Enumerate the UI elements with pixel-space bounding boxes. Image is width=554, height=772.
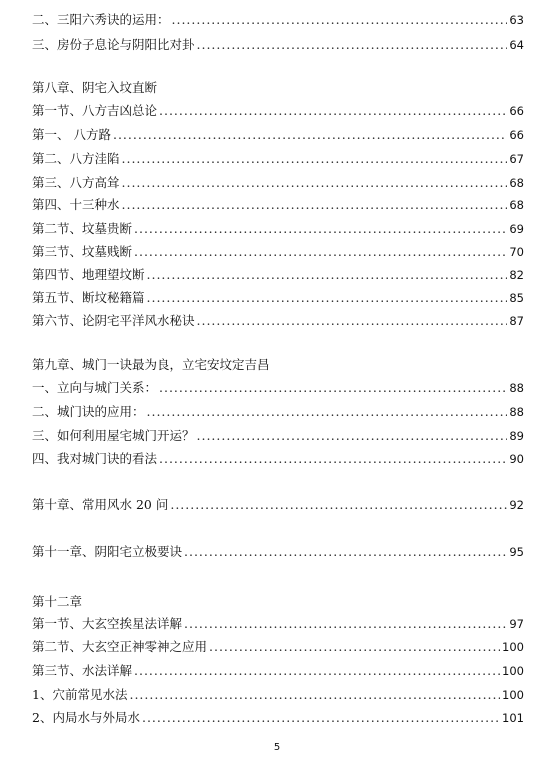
toc-entry-title: 三、房份子息论与阴阳比对卦	[32, 37, 195, 52]
toc-entry	[32, 497, 524, 513]
toc-entry	[32, 451, 524, 467]
dot-leader	[113, 127, 507, 143]
toc-entry	[32, 103, 524, 119]
toc-entry-page: 66	[509, 128, 524, 142]
toc-entry-title: 2、内局水与外局水	[32, 710, 140, 725]
toc-entry-page: 66	[509, 104, 524, 118]
toc-entry-page: 101	[502, 711, 524, 725]
toc-entry	[32, 267, 524, 283]
toc-entry	[32, 197, 524, 213]
toc-entry	[32, 687, 524, 703]
chapter-heading: 第八章、阴宅入坟直断	[32, 80, 158, 95]
toc-entry	[32, 544, 524, 560]
dot-leader	[197, 428, 508, 444]
toc-entry-page: 69	[509, 222, 524, 236]
toc-entry-page: 68	[509, 176, 524, 190]
toc-entry	[32, 428, 524, 444]
toc-entry-page: 82	[509, 268, 524, 282]
toc-entry	[32, 290, 524, 306]
toc-entry-page: 95	[509, 545, 524, 559]
toc-entry-title: 二、城门诀的应用：	[32, 404, 145, 419]
toc-entry-title: 第四、十三种水	[32, 197, 120, 212]
toc-entry-title: 二、三阳六秀诀的运用：	[32, 12, 170, 27]
toc-entry-title: 第三节、坟墓贱断	[32, 244, 133, 259]
toc-entry-page: 67	[509, 152, 524, 166]
toc-entry-title: 第十一章、阴阳宅立极要诀	[32, 544, 183, 559]
dot-leader	[209, 639, 500, 655]
dot-leader	[197, 37, 508, 53]
toc-entry	[32, 404, 524, 420]
toc-entry-page: 85	[509, 291, 524, 305]
dot-leader	[134, 244, 507, 260]
dot-leader	[134, 221, 507, 237]
toc-entry	[32, 639, 524, 655]
toc-entry	[32, 313, 524, 329]
dot-leader	[142, 710, 500, 726]
dot-leader	[172, 12, 508, 28]
toc-entry-page: 89	[509, 429, 524, 443]
dot-leader	[184, 616, 507, 632]
toc-entry-title: 第四节、地理望坟断	[32, 267, 145, 282]
chapter-heading: 第九章、城门一诀最为良，立宅安坟定吉昌	[32, 357, 270, 372]
dot-leader	[184, 544, 507, 560]
toc-entry	[32, 12, 524, 28]
toc-entry-page: 97	[509, 617, 524, 631]
page-number: 5	[273, 742, 281, 753]
toc-entry-title: 四、我对城门诀的看法	[32, 451, 158, 466]
toc-entry-title: 第一、 八方路	[32, 127, 111, 142]
dot-leader	[122, 197, 508, 213]
dot-leader	[122, 151, 508, 167]
dot-leader	[134, 663, 500, 679]
toc-entry-title: 第三节、水法详解	[32, 663, 133, 678]
chapter-heading: 第十二章	[32, 594, 83, 609]
toc-entry	[32, 380, 524, 396]
toc-entry	[32, 221, 524, 237]
toc-entry-page: 100	[502, 664, 524, 678]
toc-entry-title: 一、立向与城门关系：	[32, 380, 158, 395]
toc-entry-page: 88	[509, 405, 524, 419]
toc-entry-title: 第二、八方洼陷	[32, 151, 120, 166]
toc-entry-page: 88	[509, 381, 524, 395]
toc-entry-title: 第二节、大玄空正神零神之应用	[32, 639, 208, 654]
toc-entry-title: 第五节、断坟秘籍篇	[32, 290, 145, 305]
toc-entry-title: 第三、八方高耸	[32, 175, 120, 190]
toc-entry-page: 68	[509, 198, 524, 212]
dot-leader	[147, 404, 508, 420]
toc-entry	[32, 127, 524, 143]
toc-entry-page: 70	[509, 245, 524, 259]
toc-entry-page: 90	[509, 452, 524, 466]
toc-entry-title: 第六节、论阴宅平洋风水秘诀	[32, 313, 195, 328]
toc-entry-page: 100	[502, 640, 524, 654]
dot-leader	[197, 313, 508, 329]
toc-entry-page: 64	[509, 38, 524, 52]
toc-entry-title: 第一节、大玄空挨星法详解	[32, 616, 183, 631]
dot-leader	[129, 687, 500, 703]
toc-entry-title: 三、如何利用屋宅城门开运？	[32, 428, 195, 443]
toc-entry	[32, 151, 524, 167]
dot-leader	[170, 497, 507, 513]
toc-entry-page: 92	[509, 498, 524, 512]
toc-entry-title: 1、穴前常见水法	[32, 687, 128, 702]
toc-entry	[32, 244, 524, 260]
toc-entry	[32, 175, 524, 191]
dot-leader	[159, 103, 507, 119]
toc-entry-page: 87	[509, 314, 524, 328]
toc-entry-title: 第一节、八方吉凶总论	[32, 103, 158, 118]
toc-entry	[32, 663, 524, 679]
toc-entry	[32, 710, 524, 726]
toc-entry-title: 第二节、坟墓贵断	[32, 221, 133, 236]
toc-entry-page: 63	[509, 13, 524, 27]
dot-leader	[147, 290, 508, 306]
dot-leader	[147, 267, 508, 283]
toc-entry-title: 第十章、常用风水 20 问	[32, 497, 169, 512]
toc-entry	[32, 616, 524, 632]
toc-entry	[32, 37, 524, 53]
dot-leader	[159, 380, 507, 396]
dot-leader	[122, 175, 508, 191]
dot-leader	[159, 451, 507, 467]
toc-entry-page: 100	[502, 688, 524, 702]
